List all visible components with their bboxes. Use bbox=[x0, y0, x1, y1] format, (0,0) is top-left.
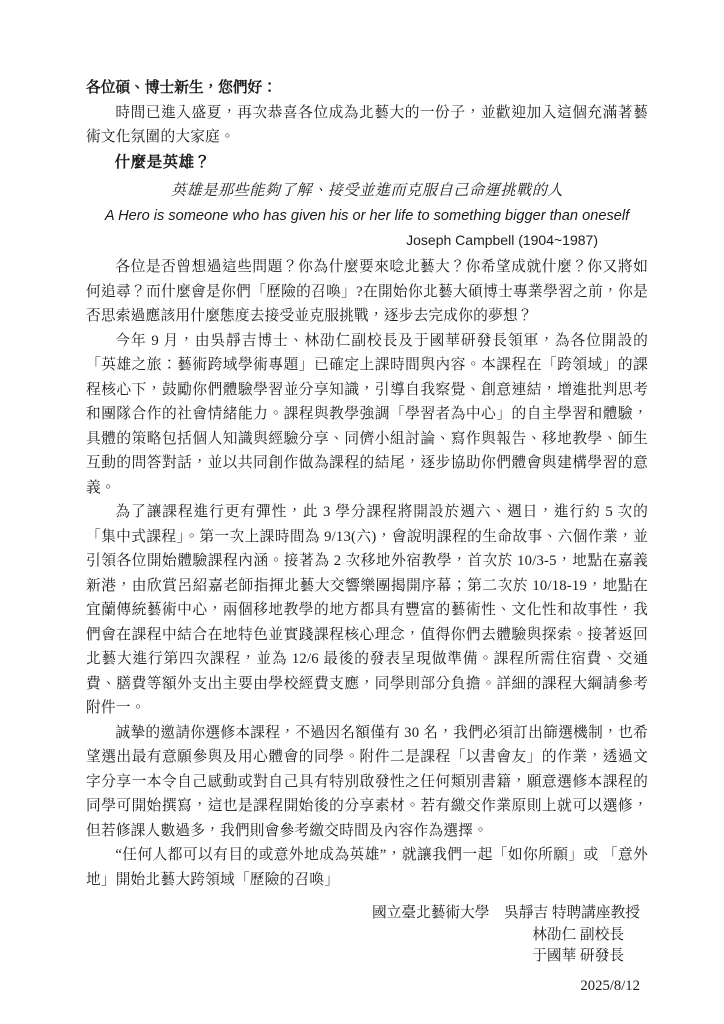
paragraph-closing: “任何人都可以有目的或意外地成為英雄”，就讓我們一起「如你所願」或 「意外地」開始北藝大跨領域「歷險的召喚」 bbox=[86, 847, 648, 888]
signature-line-rd-dean: 于國華 研發長 bbox=[532, 948, 624, 964]
paragraph-questions: 各位是否曾想過這些問題？你為什麼要來唸北藝大？你希望成就什麼？你又將如何追尋？而什麼會是你們「歷險的召喚」?在開始你北藝大碩博士專業學習之前，你是否思索過應該用什麼態度去接受並克服挑戰，逐步去完成你的夢想？ bbox=[86, 259, 648, 324]
section-heading: 什麼是英雄？ bbox=[114, 153, 211, 171]
letter-date: 2025/8/12 bbox=[580, 977, 640, 994]
salutation: 各位碩、博士新生，您們好： bbox=[86, 80, 277, 96]
quote-chinese: 英雄是那些能夠了解、接受並進而克服自己命運挑戰的人 bbox=[170, 182, 564, 199]
quote-attribution: Joseph Campbell (1904~1987) bbox=[406, 232, 598, 248]
quote-english: A Hero is someone who has given his or her life to something bigger than oneself bbox=[104, 208, 630, 224]
paragraph-schedule: 為了讓課程進行更有彈性，此 3 學分課程將開設於週六、週日，進行約 5 次的「集中式課程」。第一次上課時間為 9/13(六)，會說明課程的生命故事、六個作業，並引領各位開始體驗課程內涵。接著為 2 次移地外宿教學，首次於 10/3-5，地點在嘉義新港，由欣賞呂紹嘉老師指揮北藝大交響樂團揭開序幕；第二次於 10/18-19，地點在宜蘭傳統藝術中心，兩個移地教學的地方都具有豐富的藝術性、文化性和故事性，我們會在課程中結合在地特色並實踐課程核心理念，值得你們去體驗與探索。接著返回北藝大進行第四次課程，並為 12/6 最後的發表呈現做準備。課程所需住宿費、交通費、膳費等額外支出主要由學校經費支應，同學則部分負擔。詳細的課程大綱請參考附件一。 bbox=[86, 504, 648, 716]
paragraph-course-intro: 今年 9 月，由吳靜吉博士、林劭仁副校長及于國華研發長領軍，為各位開設的「英雄之旅：藝術跨域學術專題」已確定上課時間與內容。本課程在「跨領域」的課程核心下，鼓勵你們體驗學習並分享知識，引導自我察覺、創意連結，增進批判思考和團隊合作的社會情緒能力。課程與教學強調「學習者為中心」的自主學習和體驗，具體的策略包括個人知識與經驗分享、同儕小組討論、寫作與報告、移地教學、師生互動的問答對話，並以共同創作做為課程的結尾，逐步協助你們體會與建構學習的意義。 bbox=[86, 332, 648, 496]
paragraph-intro: 時間已進入盛夏，再次恭喜各位成為北藝大的一份子，並歡迎加入這個充滿著藝術文化氛圍的大家庭。 bbox=[86, 104, 648, 145]
signature-line-university-and-professor: 國立臺北藝術大學 吳靜吉 特聘講座教授 bbox=[371, 905, 640, 921]
signature-block bbox=[86, 903, 648, 968]
signature-line-vice-president: 林劭仁 副校長 bbox=[532, 926, 624, 943]
paragraph-selection: 誠摯的邀請你選修本課程，不過因名額僅有 30 名，我們必須訂出篩選機制，也希望選出最有意願參與及用心體會的同學。附件二是課程「以書會友」的作業，透過文字分享一本令自己感動或對自己具有特別啟發性之任何類別書籍，願意選修本課程的同學可開始撰寫，這也是課程開始後的分享素材。若有繳交作業原則上就可以選修，但若修課人數過多，我們則會參考繳交時間及內容作為選擇。 bbox=[86, 724, 648, 839]
